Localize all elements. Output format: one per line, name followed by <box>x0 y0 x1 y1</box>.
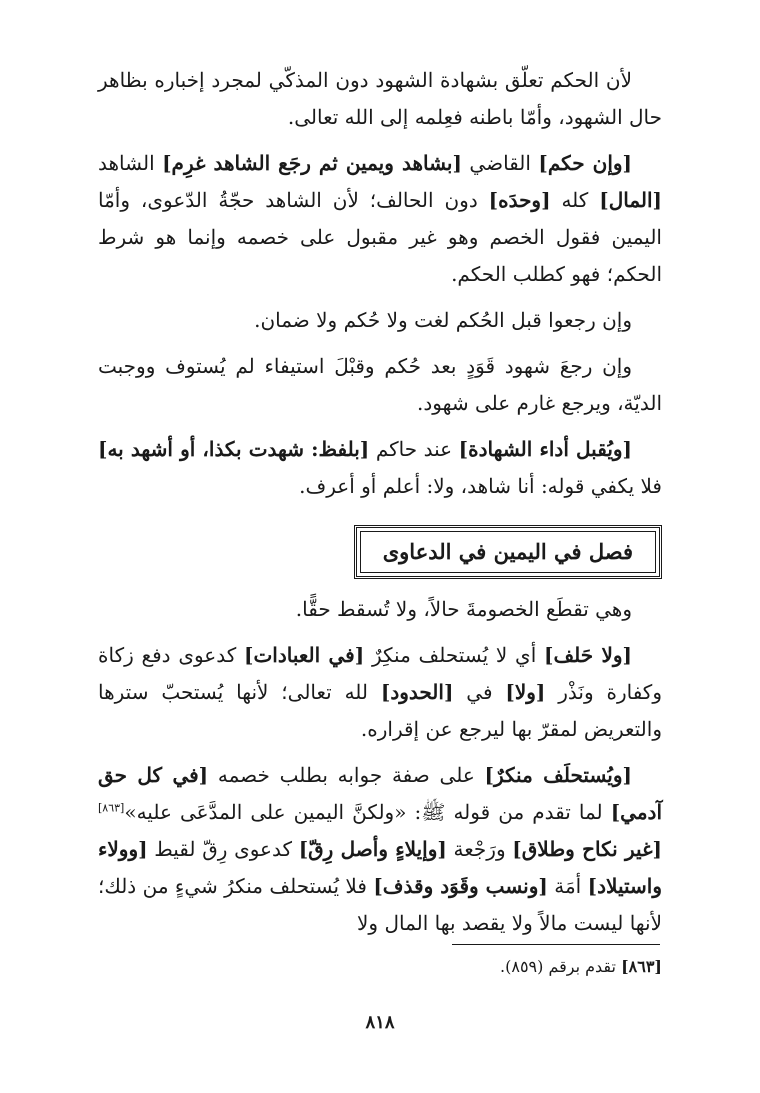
footnote <box>500 955 662 979</box>
text-run: عند حاكم <box>369 437 459 461</box>
page-number: ٨١٨ <box>365 1012 395 1033</box>
text-run: وإن رجعَ شهود قَوَدٍ بعد حُكم وقبْلَ استيفاء لم يُستوف ووجبت الديّة، ويرجع غارم على شهود. <box>98 354 662 415</box>
paragraph <box>98 145 662 293</box>
text-run: في <box>453 680 506 704</box>
text-run: أي لا يُستحلف منكِرٌ <box>364 643 544 667</box>
bold-quote: [وحدَه] <box>488 188 551 212</box>
bold-quote: [بشاهد ويمين ثم رجَع الشاهد غرِم] <box>162 151 462 175</box>
paragraphs-after-heading <box>98 591 662 942</box>
text-run: على صفة جوابه بطلب خصمه <box>208 763 485 787</box>
bold-quote: [في العبادات] <box>244 643 365 667</box>
text-run: أمَة <box>547 874 588 898</box>
text-run: ورَجْعة <box>446 837 513 861</box>
section-heading-frame <box>98 525 662 579</box>
paragraph <box>98 348 662 422</box>
section-heading: فصل في اليمين في الدعاوى <box>360 531 656 573</box>
bold-quote: [بلفظ: شهدت بكذا، أو أشهد به] <box>98 437 370 461</box>
bold-quote: [غير نكاح وطلاق] <box>512 837 662 861</box>
main-text <box>98 62 662 951</box>
footnote-marker: [٨٦٣] <box>621 957 662 976</box>
text-run: وإن رجعوا قبل الحُكم لغت ولا حُكم ولا ضمان. <box>254 308 632 332</box>
text-run: وهي تقطَع الخصومةَ حالاً، ولا تُسقط حقًّا. <box>295 597 632 621</box>
text-run: القاضي <box>461 151 539 175</box>
bold-quote: [وولاء واستيلاد] <box>98 837 662 898</box>
bold-quote: [ويُستحلَف منكرٌ] <box>484 763 632 787</box>
paragraphs-before-heading <box>98 62 662 505</box>
text-run: الشاهد <box>98 151 163 175</box>
text-run: فلا يكفي قوله: أنا شاهد، ولا: أعلم أو أعرف. <box>299 474 662 498</box>
text-run: فلا يُستحلف منكرُ شيءٍ من ذلك؛ لأنها ليست مالاً ولا يقصد بها المال ولا <box>98 874 662 935</box>
text-run: دون الحالف؛ لأن الشاهد حجّةُ الدّعوى، وأمّا اليمين فقول الخصم وهو غير مقبول على خصمه وإنما هو شرط الحكم؛ فهو كطلب الحكم. <box>98 188 662 286</box>
text-run: لله تعالى؛ لأنها يُستحبّ سترها والتعريض لمقرّ بها ليرجع عن إقراره. <box>98 680 662 741</box>
paragraph <box>98 637 662 748</box>
bold-quote: [ونسب وقَوَد وقذف] <box>373 874 548 898</box>
bold-quote: [وإيلاءٍ وأصل رِقّ] <box>298 837 447 861</box>
bold-quote: [وإن حكم] <box>538 151 632 175</box>
text-run: لأن الحكم تعلّق بشهادة الشهود دون المذكّي لمجرد إخباره بظاهر حال الشهود، وأمّا باطنه فعِلمه إلى الله تعالى. <box>98 68 662 129</box>
bold-quote: [الحدود] <box>380 680 454 704</box>
paragraph <box>98 431 662 505</box>
bold-quote: [ولا] <box>505 680 546 704</box>
paragraph <box>98 62 662 136</box>
bold-quote: [ويُقبل أداء الشهادة] <box>458 437 633 461</box>
bold-quote: [ولا حَلف] <box>544 643 633 667</box>
footnote-reference: [٨٦٣] <box>98 801 125 815</box>
bold-quote: [المال] <box>599 188 662 212</box>
text-run: كدعوى رِقّ لقيط <box>147 837 299 861</box>
paragraph <box>98 591 662 628</box>
text-run: كدعوى دفع زكاة وكفارة ونَذْر <box>98 643 662 704</box>
footnote-divider <box>452 944 660 945</box>
bold-quote: [في كل حق آدمي] <box>98 763 662 824</box>
text-run: لما تقدم من قوله ﷺ: «ولكنَّ اليمين على المدَّعَى عليه» <box>124 800 611 824</box>
text-run: كله <box>550 188 600 212</box>
paragraph <box>98 302 662 339</box>
paragraph <box>98 757 662 942</box>
footnote-text: تقدم برقم (٨٥٩). <box>500 957 622 976</box>
